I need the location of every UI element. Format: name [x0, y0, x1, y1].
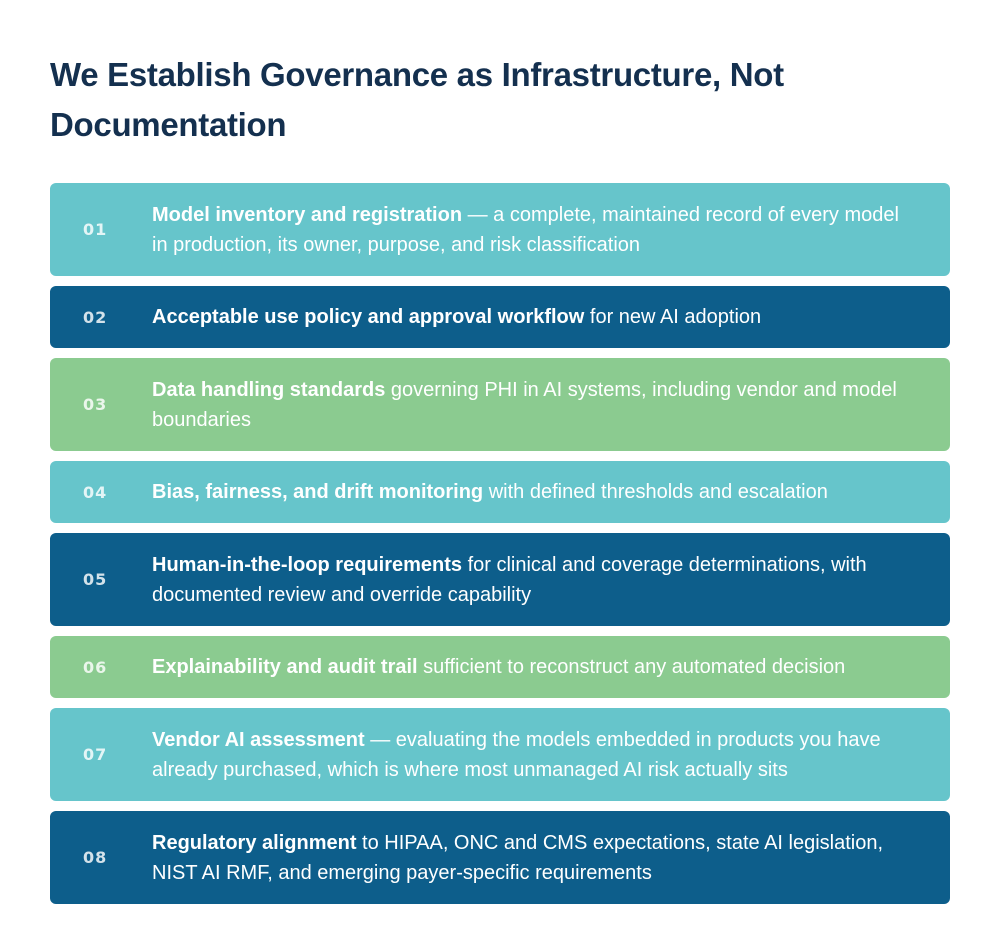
- item-description: — evaluating the models embedded in products you have already purchased, which is where most unmanaged AI risk actually sits: [152, 728, 881, 781]
- item-description: for clinical and coverage determinations, with documented review and override capability: [152, 553, 867, 606]
- item-number: 02: [83, 307, 108, 327]
- item-text: [152, 477, 920, 507]
- item-number: 08: [83, 848, 108, 867]
- item-heading: Vendor AI assessment: [152, 728, 365, 751]
- list-item: [50, 286, 950, 348]
- item-text: [152, 828, 920, 888]
- item-text: [152, 200, 920, 260]
- item-text: [152, 375, 920, 435]
- item-description: to HIPAA, ONC and CMS expectations, state AI legislation, NIST AI RMF, and emerging payer-specific requirements: [152, 831, 884, 884]
- item-number: 07: [83, 745, 108, 764]
- item-description: sufficient to reconstruct any automated decision: [417, 656, 846, 678]
- item-text: [152, 725, 920, 785]
- item-heading: Regulatory alignment: [152, 831, 357, 854]
- item-heading: Acceptable use policy and approval workflow: [152, 306, 585, 328]
- item-heading: Data handling standards: [152, 378, 386, 401]
- page-title: We Establish Governance as Infrastructure, Not Documentation: [50, 56, 784, 143]
- item-heading: Model inventory and registration: [152, 203, 463, 226]
- item-heading: Bias, fairness, and drift monitoring: [152, 481, 484, 503]
- item-heading: Human-in-the-loop requirements: [152, 553, 463, 576]
- list-item: [50, 183, 950, 276]
- item-description: for new AI adoption: [584, 306, 762, 328]
- item-number: 04: [83, 482, 108, 502]
- list-item: [50, 533, 950, 626]
- governance-list: [50, 183, 950, 904]
- item-heading: Explainability and audit trail: [152, 656, 418, 678]
- item-text: [152, 302, 920, 332]
- item-number: 03: [83, 395, 108, 414]
- item-text: [152, 652, 920, 682]
- list-item: [50, 811, 950, 904]
- item-description: — a complete, maintained record of every model in production, its owner, purpose, and risk classification: [152, 203, 899, 256]
- item-description: governing PHI in AI systems, including vendor and model boundaries: [152, 378, 897, 431]
- item-description: with defined thresholds and escalation: [483, 481, 828, 503]
- item-number: 05: [83, 570, 108, 589]
- list-item: [50, 636, 950, 698]
- list-item: [50, 461, 950, 523]
- item-number: 01: [83, 220, 108, 239]
- item-number: 06: [83, 657, 108, 677]
- item-text: [152, 550, 920, 610]
- list-item: [50, 358, 950, 451]
- list-item: [50, 708, 950, 801]
